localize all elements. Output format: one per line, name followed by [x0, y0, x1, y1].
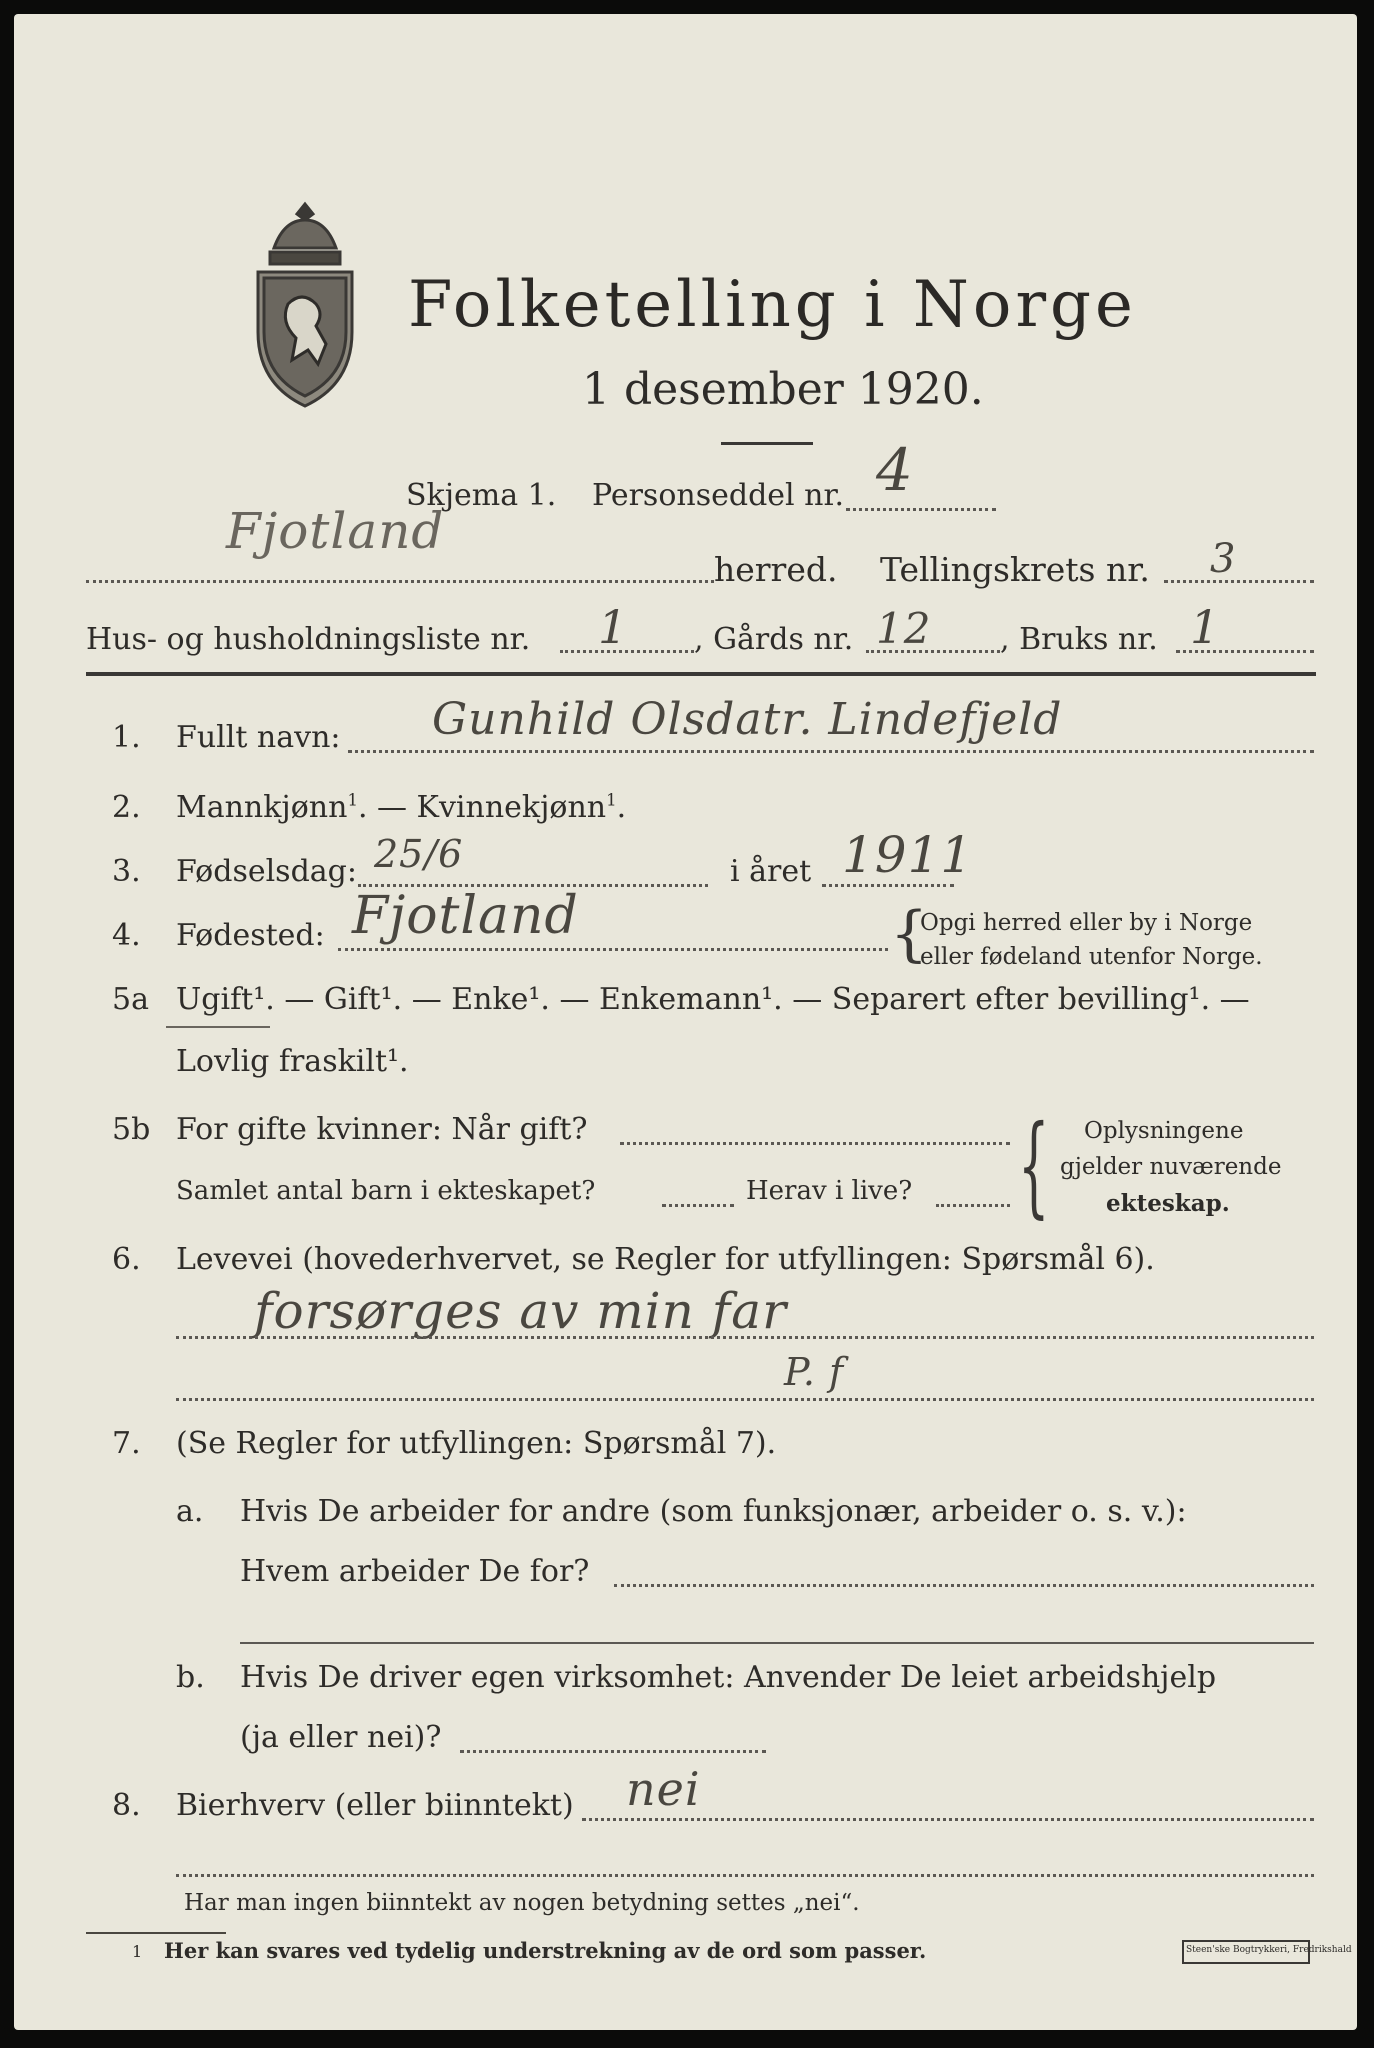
hus-label: Hus- og husholdningsliste nr. [86, 622, 531, 657]
q3-number: 3. [112, 854, 141, 889]
q5b-line-2 [662, 1204, 734, 1207]
hus-value: 1 [598, 600, 629, 654]
q2-male: Mannkjønn [176, 790, 348, 825]
census-date: 1 desember 1920. [582, 364, 984, 415]
q1-label: Fullt navn: [176, 720, 341, 755]
q5b-note-3: ekteskap. [1106, 1190, 1230, 1217]
q4-note-2: eller fødeland utenfor Norge. [920, 944, 1263, 970]
q6-line-2 [176, 1398, 1314, 1401]
q6-number: 6. [112, 1242, 141, 1277]
q7-number: 7. [112, 1426, 141, 1461]
q3-year-label: i året [730, 854, 812, 889]
q2-number: 2. [112, 790, 141, 825]
q7b-label-2: (ja eller nei)? [240, 1720, 442, 1755]
q7a-number: a. [176, 1494, 204, 1529]
q8-number: 8. [112, 1788, 141, 1823]
herred-value: Fjotland [226, 502, 445, 560]
q8-label: Bierhverv (eller biinntekt) [176, 1788, 574, 1823]
gards-label: , Gårds nr. [694, 622, 854, 657]
q2-sep: . — [357, 790, 417, 825]
q7a-line-1 [614, 1584, 1314, 1587]
q5b-brace: { [1018, 1101, 1050, 1229]
q6-value: forsørges av min far [254, 1282, 787, 1340]
skjema-label: Skjema 1. [406, 478, 557, 513]
q8-note: Har man ingen biinntekt av nogen betydning settes „nei“. [184, 1890, 860, 1916]
bruks-value: 1 [1190, 600, 1221, 654]
q7a-label-2: Hvem arbeider De for? [240, 1554, 590, 1589]
q8-value: nei [626, 1762, 701, 1816]
q5b-note-2: gjelder nuværende [1060, 1154, 1282, 1180]
tellingskrets-label: Tellingskrets nr. [880, 550, 1150, 589]
census-form [14, 14, 1357, 2030]
q5b-note-1: Oplysningene [1084, 1118, 1244, 1144]
q5b-label-2: Samlet antal barn i ekteskapet? [176, 1176, 596, 1206]
q3-year-line [822, 884, 954, 887]
printer-stamp-text: Steen'ske Bogtrykkeri, Fredrikshald [1186, 1945, 1352, 1955]
herred-line [86, 580, 714, 583]
printer-stamp [1182, 1940, 1352, 1964]
q4-value: Fjotland [352, 886, 579, 946]
q7b-label: Hvis De driver egen virksomhet: Anvender De leiet arbeidshjelp [240, 1660, 1217, 1695]
q6-line-1 [176, 1336, 1314, 1339]
q4-label: Fødested: [176, 918, 325, 953]
q4-line [338, 948, 888, 951]
footnote-text: Her kan svares ved tydelig understrekning av de ord som passer. [164, 1938, 927, 1963]
q8-line-1 [582, 1818, 1314, 1821]
q7b-number: b. [176, 1660, 205, 1695]
gards-value: 12 [876, 604, 932, 653]
q7a-label: Hvis De arbeider for andre (som funksjonær, arbeider o. s. v.): [240, 1494, 1187, 1529]
q5b-line-1 [620, 1142, 1010, 1145]
q1-number: 1. [112, 720, 141, 755]
form-title: Folketelling i Norge [408, 268, 1137, 342]
tellingskrets-line [1164, 580, 1314, 583]
title-divider [721, 442, 813, 445]
q2-options: Mannkjønn$^1$. — Kvinnekjønn$^1$. [176, 790, 627, 825]
personseddel-value: 4 [876, 436, 914, 504]
header-rule [86, 672, 1316, 676]
personseddel-line [846, 508, 996, 511]
q5a-underline [166, 1026, 270, 1028]
q4-brace: { [890, 899, 929, 969]
bruks-label: , Bruks nr. [1000, 622, 1158, 657]
q6-label: Levevei (hovederhvervet, se Regler for utfyllingen: Spørsmål 6). [176, 1242, 1155, 1277]
q5b-number: 5b [112, 1112, 151, 1147]
q1-line [348, 750, 1314, 753]
q5a-options: Ugift¹. — Gift¹. — Enke¹. — Enkemann¹. — Separert efter bevilling¹. — [176, 982, 1250, 1017]
personseddel-label: Personseddel nr. [592, 478, 845, 513]
q4-note-1: Opgi herred eller by i Norge [920, 910, 1253, 936]
q7b-line [460, 1750, 766, 1753]
q4-number: 4. [112, 918, 141, 953]
q5b-label-1: For gifte kvinner: Når gift? [176, 1112, 588, 1147]
q6-initials: P. f [784, 1350, 845, 1394]
q5a-options-2: Lovlig fraskilt¹. [176, 1044, 409, 1079]
q2-female: Kvinnekjønn [416, 790, 607, 825]
footnote-mark: 1 [132, 1942, 143, 1961]
q7a-line-2 [240, 1642, 1314, 1644]
q5b-label-3: Herav i live? [746, 1176, 913, 1206]
q3-year-value: 1911 [842, 826, 974, 884]
q3-value: 25/6 [374, 832, 464, 876]
coat-of-arms-icon [244, 200, 366, 410]
footnote-rule [86, 1932, 226, 1934]
q1-value: Gunhild Olsdatr. Lindefjeld [432, 694, 1063, 745]
q5b-line-3 [936, 1204, 1010, 1207]
tellingskrets-value: 3 [1210, 536, 1237, 582]
herred-label: herred. [714, 550, 838, 589]
q3-label: Fødselsdag: [176, 854, 357, 889]
q7-label: (Se Regler for utfyllingen: Spørsmål 7). [176, 1426, 777, 1461]
q5a-number: 5a [112, 982, 149, 1017]
q2-end: . [616, 790, 627, 825]
q8-line-2 [176, 1874, 1314, 1877]
